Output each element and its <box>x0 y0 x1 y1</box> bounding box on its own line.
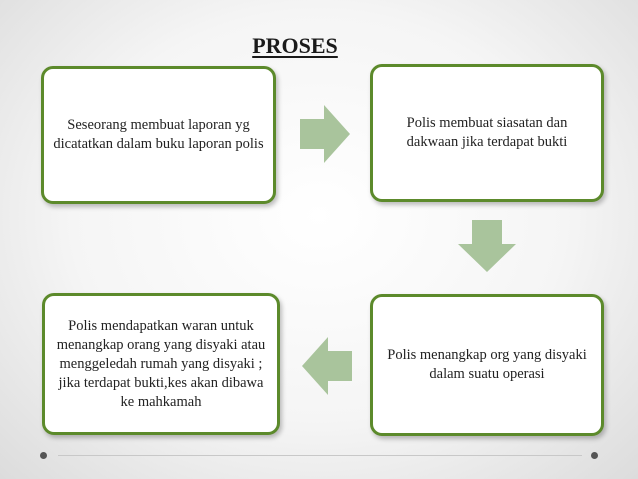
footer-dot-left <box>40 452 47 459</box>
arrow-right-icon <box>300 105 350 163</box>
process-step-4-text: Polis mendapatkan waran untuk menangkap orang yang disyaki atau menggeledah rumah yang disyaki ; jika terdapat bukti,kes akan dibawa ke mahkamah <box>56 317 266 410</box>
process-step-3 <box>370 294 604 436</box>
arrow-down-icon <box>458 220 516 272</box>
process-step-3-text: Polis menangkap org yang disyaki dalam suatu operasi <box>387 347 587 382</box>
process-step-1 <box>41 66 276 204</box>
arrow-left-icon <box>302 337 352 395</box>
footer-divider <box>58 455 582 456</box>
process-step-2 <box>370 64 604 202</box>
process-step-1-text: Seseorang membuat laporan yg dicatatkan dalam buku laporan polis <box>53 117 264 152</box>
process-step-2-text: Polis membuat siasatan dan dakwaan jika terdapat bukti <box>406 115 568 150</box>
footer-dot-right <box>591 452 598 459</box>
process-step-4 <box>42 293 280 435</box>
page-title: PROSES <box>252 33 338 58</box>
